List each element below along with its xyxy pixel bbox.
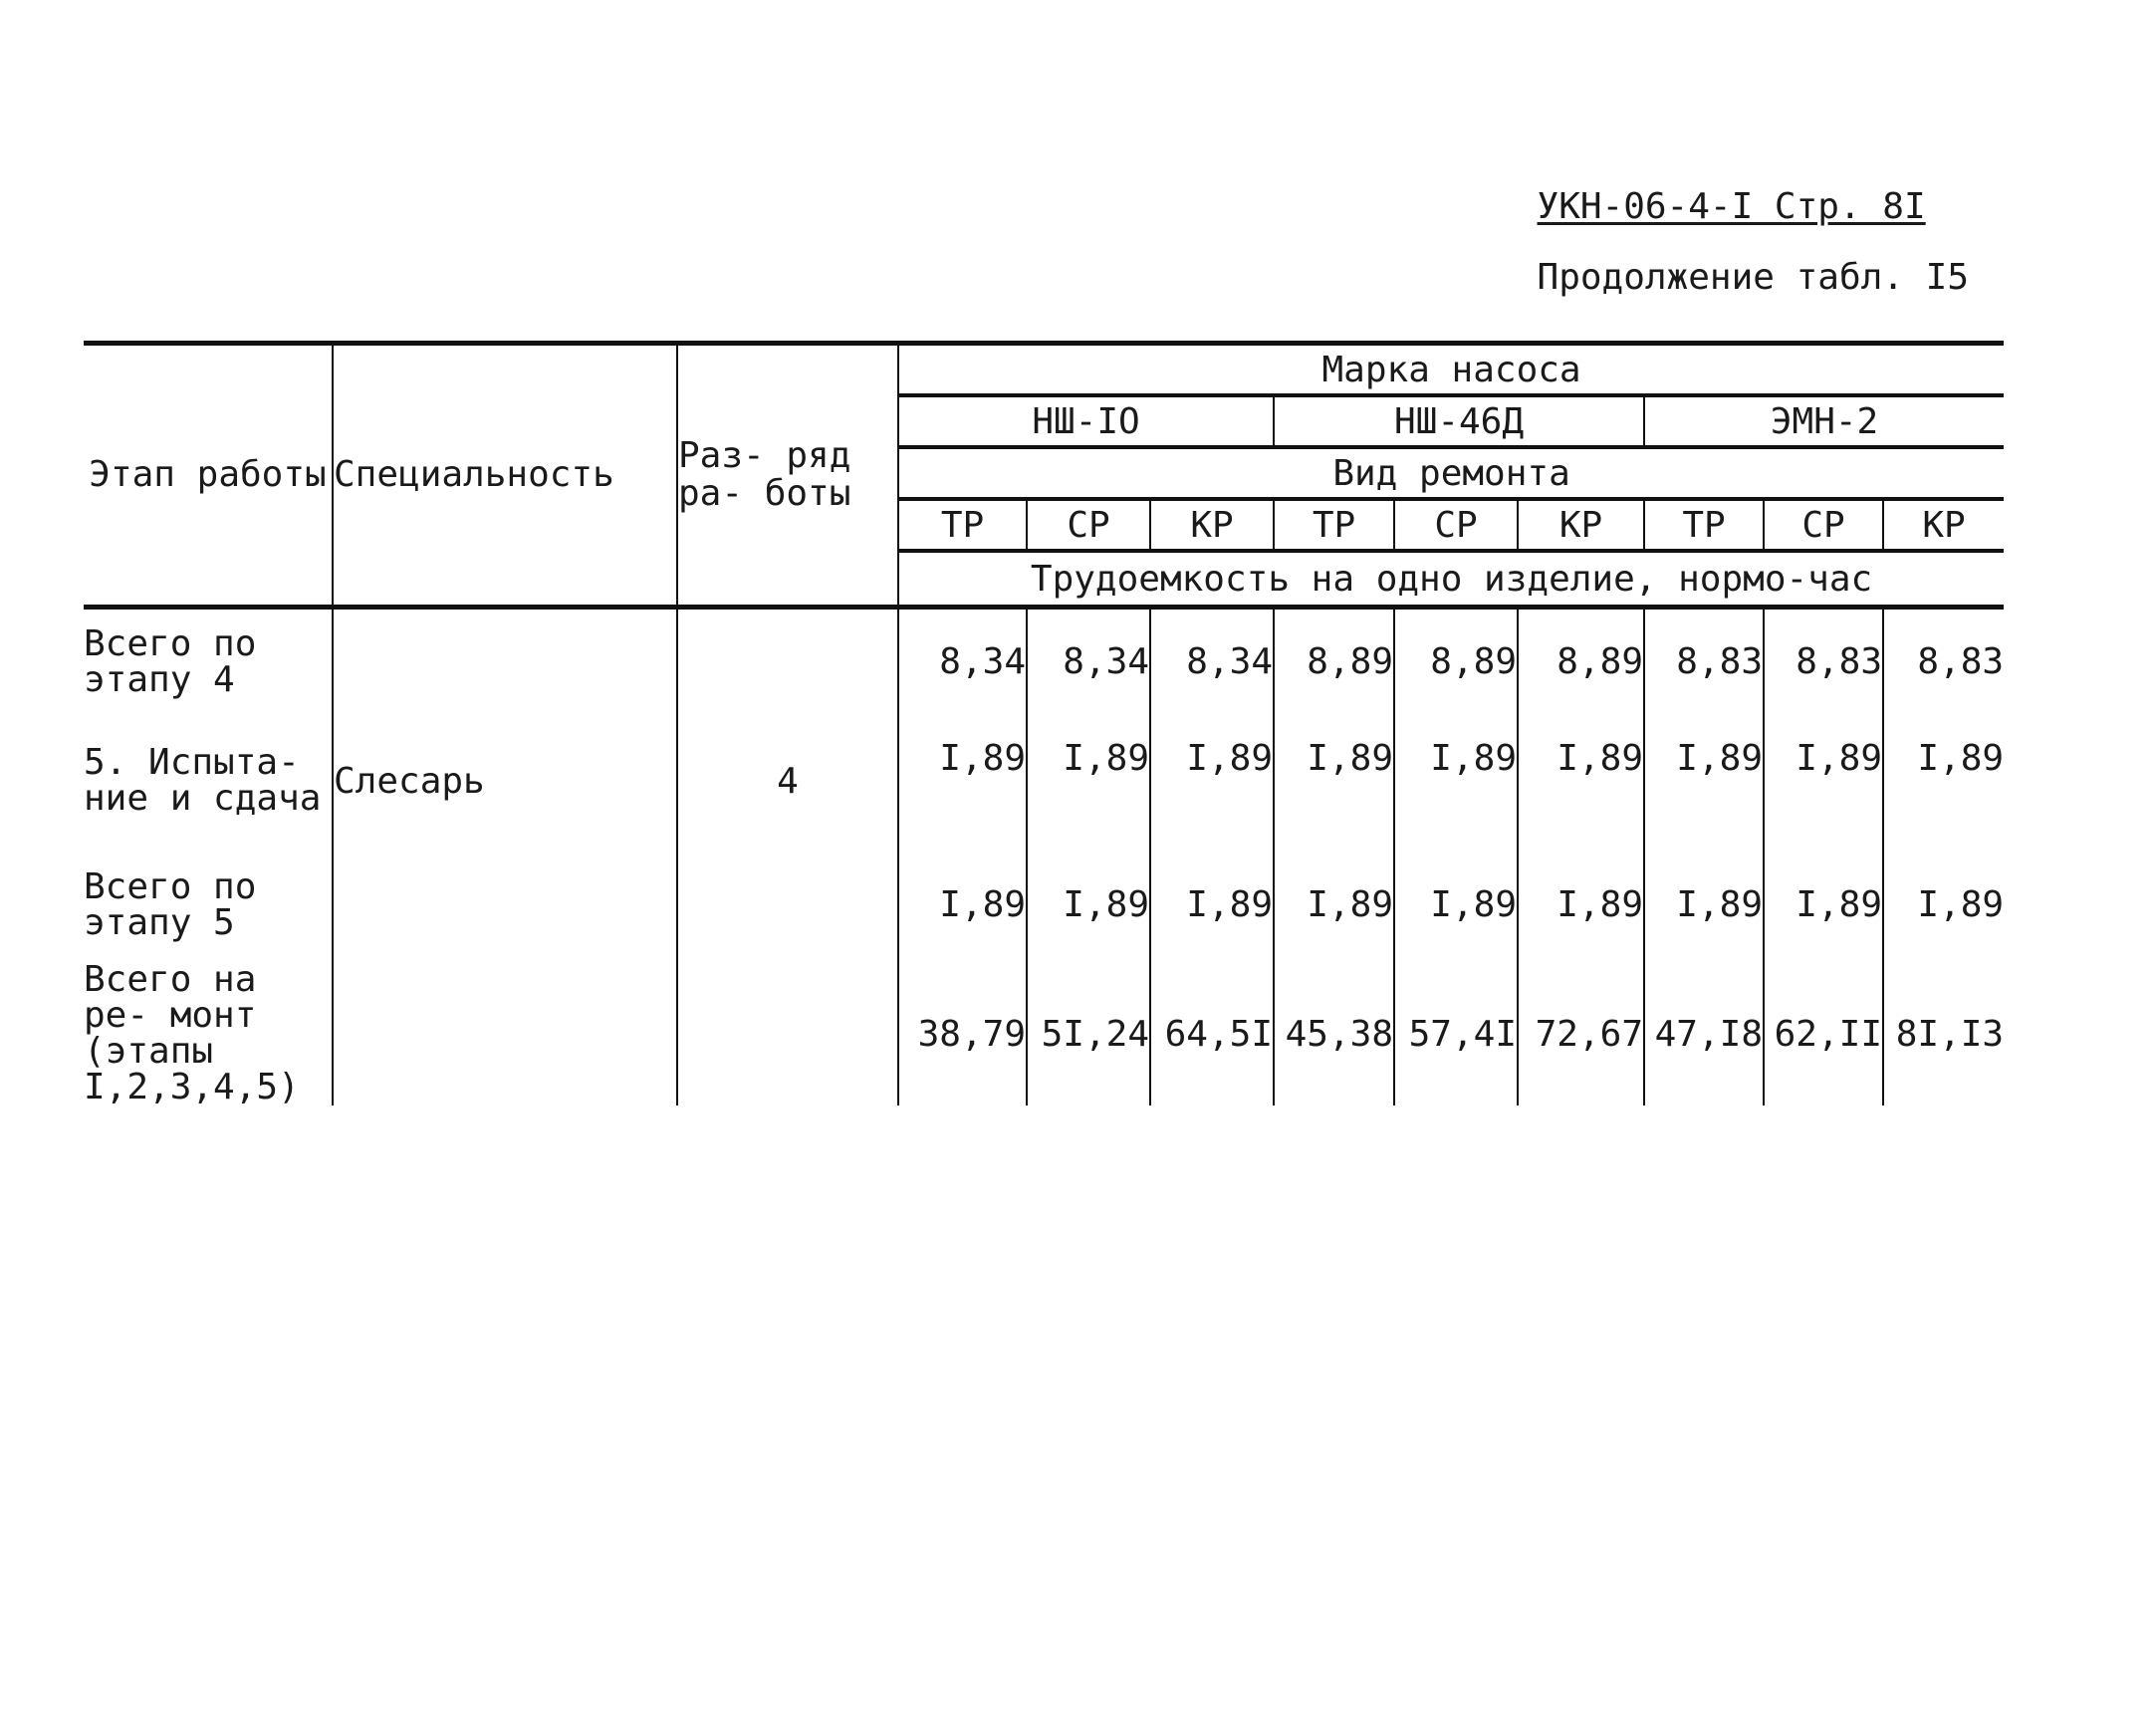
cell-specialty: [333, 848, 677, 962]
header-repair-kind: ТР: [1274, 499, 1394, 551]
header-pump-nsh-10: НШ-IO: [898, 395, 1274, 447]
table-row: [84, 714, 2004, 848]
header-repair-kind: ТР: [898, 499, 1027, 551]
cell-value: 64,5I: [1150, 962, 1274, 1105]
cell-value: 8,89: [1274, 608, 1394, 715]
cell-grade: 4: [677, 714, 898, 848]
header-repair-kind: ТР: [1644, 499, 1764, 551]
table-row: [84, 962, 2004, 1105]
cell-grade: [677, 848, 898, 962]
cell-value: I,89: [1644, 848, 1764, 962]
cell-value: I,89: [1394, 848, 1518, 962]
cell-value: I,89: [1764, 848, 1883, 962]
cell-value: 8,83: [1644, 608, 1764, 715]
header-pump-emn-2: ЭМН-2: [1644, 395, 2004, 447]
header-repair-type: Вид ремонта: [898, 447, 2004, 499]
cell-stage: Всего по этапу 5: [84, 865, 257, 943]
header-repair-kind: СР: [1027, 499, 1150, 551]
cell-value: I,89: [1644, 714, 1764, 848]
cell-value: I,89: [1518, 714, 1644, 848]
page-header: [1538, 183, 1969, 302]
table-row: [84, 848, 2004, 962]
cell-stage: 5. Испыта- ние и сдача: [84, 742, 322, 819]
cell-value: I,89: [898, 848, 1027, 962]
cell-value: 8I,I3: [1883, 962, 2004, 1105]
cell-stage: Всего на ре- монт (этапы I,2,3,4,5): [84, 959, 300, 1107]
cell-specialty: [333, 608, 677, 715]
cell-value: I,89: [898, 714, 1027, 848]
header-grade: Раз- ряд ра- боты: [677, 344, 898, 608]
cell-grade: [677, 608, 898, 715]
header-repair-kind: КР: [1883, 499, 2004, 551]
cell-value: I,89: [1883, 848, 2004, 962]
table-continuation-label: Продолжение табл. I5: [1537, 256, 1969, 298]
cell-value: 45,38: [1274, 962, 1394, 1105]
cell-value: I,89: [1518, 848, 1644, 962]
header-repair-kind: СР: [1764, 499, 1883, 551]
cell-value: I,89: [1027, 848, 1150, 962]
labor-norms-table: [84, 341, 2004, 1105]
cell-value: 8,34: [898, 608, 1027, 715]
cell-specialty: [333, 962, 677, 1105]
cell-value: I,89: [1274, 714, 1394, 848]
cell-value: 47,I8: [1644, 962, 1764, 1105]
cell-value: I,89: [1764, 714, 1883, 848]
cell-value: 5I,24: [1027, 962, 1150, 1105]
cell-value: 8,89: [1394, 608, 1518, 715]
cell-value: I,89: [1150, 714, 1274, 848]
cell-stage: Всего по этапу 4: [84, 622, 257, 700]
cell-value: I,89: [1027, 714, 1150, 848]
header-pump-brand: Марка насоса: [898, 344, 2004, 396]
cell-value: I,89: [1150, 848, 1274, 962]
header-specialty: Специальность: [333, 344, 677, 608]
cell-value: 8,34: [1027, 608, 1150, 715]
header-repair-kind: КР: [1518, 499, 1644, 551]
header-stage: Этап работы: [84, 344, 333, 608]
cell-value: 72,67: [1518, 962, 1644, 1105]
cell-value: 8,34: [1150, 608, 1274, 715]
document-code: УКН-06-4-I Стр. 8I: [1537, 186, 1926, 227]
cell-value: I,89: [1274, 848, 1394, 962]
header-repair-kind: СР: [1394, 499, 1518, 551]
cell-value: 8,89: [1518, 608, 1644, 715]
cell-specialty: Слесарь: [333, 714, 677, 848]
cell-value: I,89: [1394, 714, 1518, 848]
cell-value: 8,83: [1883, 608, 2004, 715]
cell-grade: [677, 962, 898, 1105]
cell-value: 38,79: [898, 962, 1027, 1105]
cell-value: 62,II: [1764, 962, 1883, 1105]
cell-value: I,89: [1883, 714, 2004, 848]
cell-value: 8,83: [1764, 608, 1883, 715]
table-row: [84, 608, 2004, 715]
cell-value: 57,4I: [1394, 962, 1518, 1105]
header-pump-nsh-46d: НШ-46Д: [1274, 395, 1644, 447]
header-labor-unit: Трудоемкость на одно изделие, нормо-час: [898, 551, 2004, 608]
header-repair-kind: КР: [1150, 499, 1274, 551]
